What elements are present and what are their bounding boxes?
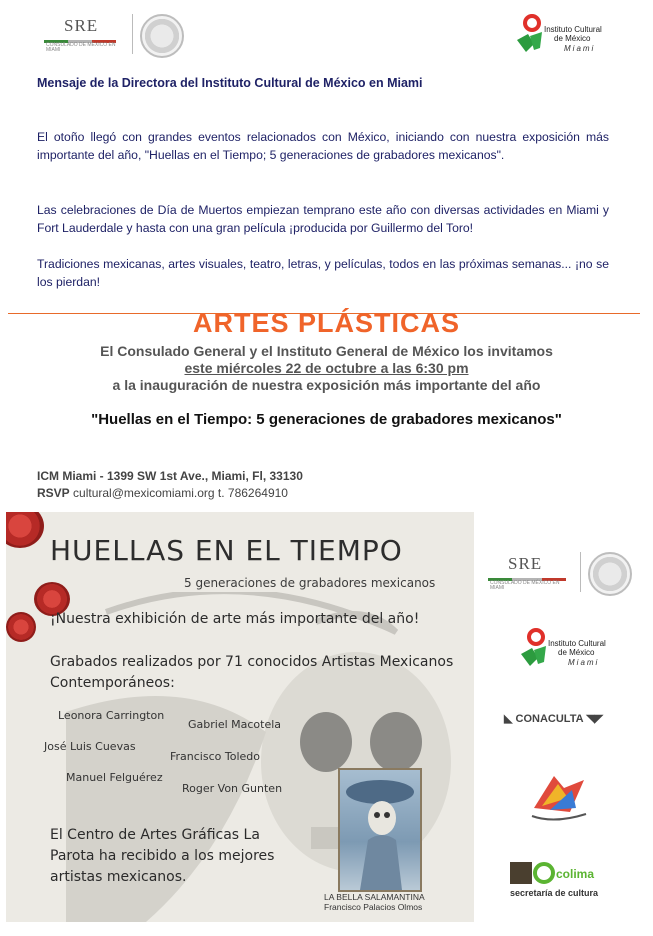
colima-cultural-capital-icon xyxy=(524,768,594,828)
colima-logo xyxy=(510,860,610,905)
invite-line-1: El Consulado General y el Instituto General de México los invitamos xyxy=(100,343,553,359)
sre-logo xyxy=(44,14,194,58)
painting-author: Francisco Palacios Olmos xyxy=(324,902,423,912)
rsvp-label: RSVP xyxy=(37,486,70,500)
message-paragraph-1: El otoño llegó con grandes eventos relacionados con México, iniciando con nuestra exposición más importante del año, "Huellas en el Tiempo; 5 generaciones de grabadores mexicanos". xyxy=(37,130,609,162)
poster-subtitle: 5 generaciones de grabadores mexicanos xyxy=(184,576,436,590)
colima-logo-icon xyxy=(510,860,610,886)
icm-logo-icon xyxy=(514,14,550,58)
sponsor-icm-logo xyxy=(518,628,628,678)
message-paragraph-2: Las celebraciones de Día de Muertos empiezan temprano este año con diversas actividades en Miami y Fort Lauderdale y hasta con una gran película ¡producida por Guillermo del Toro! xyxy=(37,203,609,235)
invite-date: este miércoles 22 de octubre a las 6:30 pm xyxy=(184,360,469,376)
exhibition-poster xyxy=(6,512,474,922)
sponsor-sre-logo xyxy=(488,552,638,602)
invite-line-3: a la inauguración de nuestra exposición más importante del año xyxy=(112,377,541,393)
artist-name: Gabriel Macotela xyxy=(188,718,282,731)
poster-artists-intro: Grabados realizados por 71 conocidos Artistas Mexicanos Contemporáneos: xyxy=(50,654,454,691)
painting-image xyxy=(338,768,422,892)
icm-logo-line1: Instituto Cultural xyxy=(544,25,602,34)
exhibition-title: "Huellas en el Tiempo: 5 generaciones de grabadores mexicanos" xyxy=(91,411,562,428)
rose-icon xyxy=(6,512,44,548)
poster-tagline: ¡Nuestra exhibición de arte más importante del año! xyxy=(50,611,420,627)
sponsor-sre-text: SRE xyxy=(508,554,543,573)
sponsor-icm-line1: Instituto Cultural xyxy=(548,639,606,648)
artist-name: Roger Von Gunten xyxy=(182,782,283,795)
sponsor-icm-line3: Miami xyxy=(568,658,600,667)
section-heading: ARTES PLÁSTICAS xyxy=(192,308,461,338)
message-paragraph-3: Tradiciones mexicanas, artes visuales, teatro, letras, y películas, todos en las próximas semanas... ¡no se los pierdan! xyxy=(37,257,609,289)
artist-name: Francisco Toledo xyxy=(170,750,260,763)
sponsor-sre-divider xyxy=(580,552,581,592)
painting-caption xyxy=(324,892,425,912)
catrina-icon xyxy=(340,770,420,890)
sponsor-sre-caption: CONSULADO DE MÉXICO EN MIAMI xyxy=(490,580,560,591)
painting-title: LA BELLA SALAMANTINA xyxy=(324,892,425,902)
poster-title: HUELLAS EN EL TIEMPO xyxy=(50,534,403,567)
artist-name: Leonora Carrington xyxy=(58,709,165,722)
sponsor-icm-icon xyxy=(518,628,554,672)
conaculta-logo: ◣ CONACULTA ◥◤ xyxy=(504,713,604,725)
sre-logo-text: SRE xyxy=(64,16,99,35)
sre-logo-caption: CONSULADO DE MÉXICO EN MIAMI xyxy=(46,42,116,53)
sponsor-column xyxy=(474,512,640,922)
message-title: Mensaje de la Directora del Instituto Cultural de México en Miami xyxy=(37,76,423,90)
rsvp-line xyxy=(37,486,288,500)
icm-logo-line3: Miami xyxy=(564,44,596,53)
icm-logo-line2: de México xyxy=(554,34,591,43)
colima-logo-text: colima xyxy=(556,867,595,881)
artist-name: Manuel Felguérez xyxy=(66,771,163,784)
icm-logo xyxy=(514,14,624,64)
conaculta-text: CONACULTA xyxy=(515,713,584,725)
mexico-seal-icon xyxy=(140,14,184,58)
rose-icon xyxy=(6,612,36,642)
sponsor-icm-line2: de México xyxy=(558,648,595,657)
poster-footer: El Centro de Artes Gráficas La Parota ha recibido a los mejores artistas mexicanos. xyxy=(50,827,275,885)
sponsor-seal-icon xyxy=(588,552,632,596)
address: ICM Miami - 1399 SW 1st Ave., Miami, Fl, 33130 xyxy=(37,469,303,483)
secretaria-de-cultura-text: secretaría de cultura xyxy=(510,888,599,898)
rsvp-contact[interactable]: cultural@mexicomiami.org t. 786264910 xyxy=(69,486,288,500)
page-header xyxy=(0,0,653,70)
artist-name: José Luis Cuevas xyxy=(44,740,136,753)
sre-logo-divider xyxy=(132,14,133,54)
